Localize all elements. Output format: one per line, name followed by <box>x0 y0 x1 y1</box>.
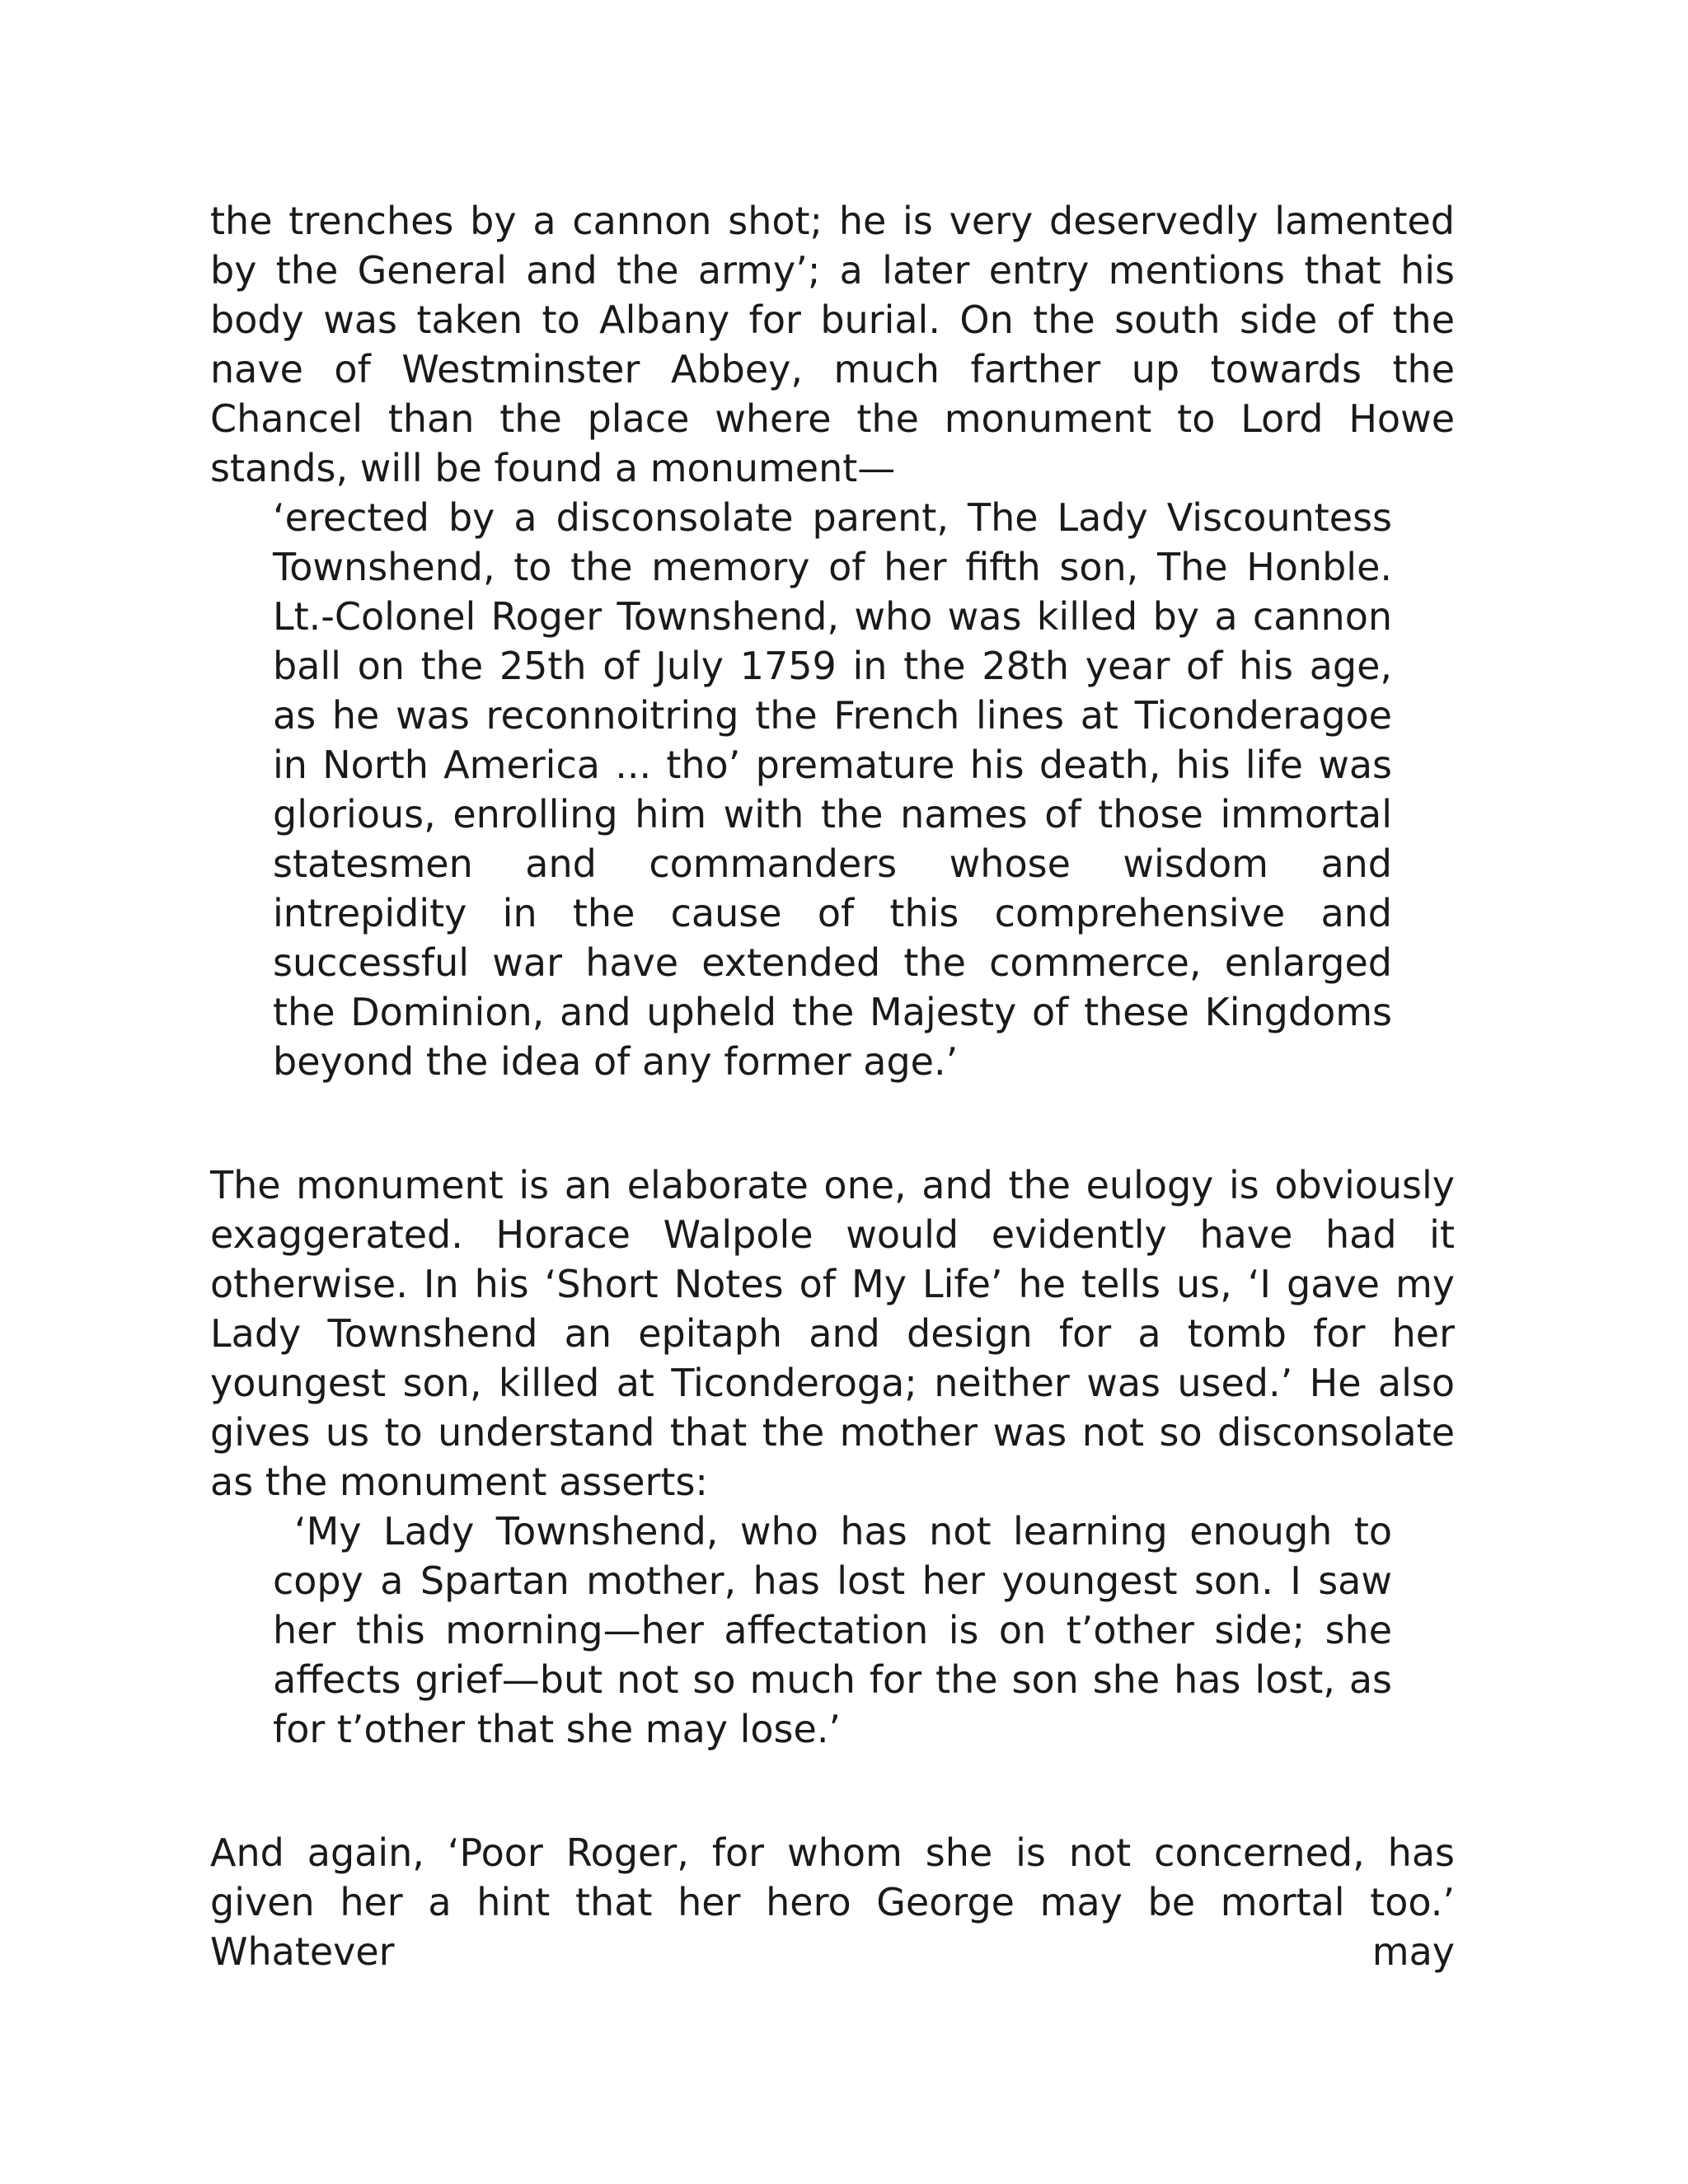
document-page <box>210 196 1455 1976</box>
block-quote-walpole: ‘My Lady Townshend, who has not learning enough to copy a Spartan mother, has lost her youngest son. I saw her this morning—her affectation is on t’other side; she affects grief—but not so much for the son she has lost, as for t’other that she may lose.’ <box>273 1509 1392 1751</box>
body-paragraph-2: The monument is an elaborate one, and the eulogy is obviously exaggerated. Horace Walpole would evidently have had it otherwise. In his ‘Short Notes of My Life’ he tells us, ‘I gave my Lady Townshend an epitaph and design for a tomb for her youngest son, killed at Ticonderoga; neither was used.’ He also gives us to understand that the mother was not so disconsolate as the monument asserts: <box>210 1163 1455 1504</box>
body-paragraph-3: And again, ‘Poor Roger, for whom she is not concerned, has given her a hint that her hero George may be mortal too.’ Whatever may <box>210 1830 1455 1974</box>
body-paragraph-1: the trenches by a cannon shot; he is very deservedly lamented by the General and the army’; a later entry mentions that his body was taken to Albany for burial. On the south side of the nave of Westminster Abbey, much farther up towards the Chancel than the place where the monument to Lord Howe stands, will be found a monument— <box>210 199 1455 490</box>
block-quote-epitaph: ‘erected by a disconsolate parent, The Lady Viscountess Townshend, to the memory of her fifth son, The Honble. Lt.-Colonel Roger Townshend, who was killed by a cannon ball on the 25th of July 1759 in the 28th year of his age, as he was reconnoitring the French lines at Ticonderagoe in North America ... tho’ premature his death, his life was glorious, enrolling him with the names of those immortal statesmen and commanders whose wisdom and intrepidity in the cause of this comprehensive and successful war have extended the commerce, enlarged the Dominion, and upheld the Majesty of these Kingdoms beyond the idea of any former age.’ <box>273 495 1392 1084</box>
